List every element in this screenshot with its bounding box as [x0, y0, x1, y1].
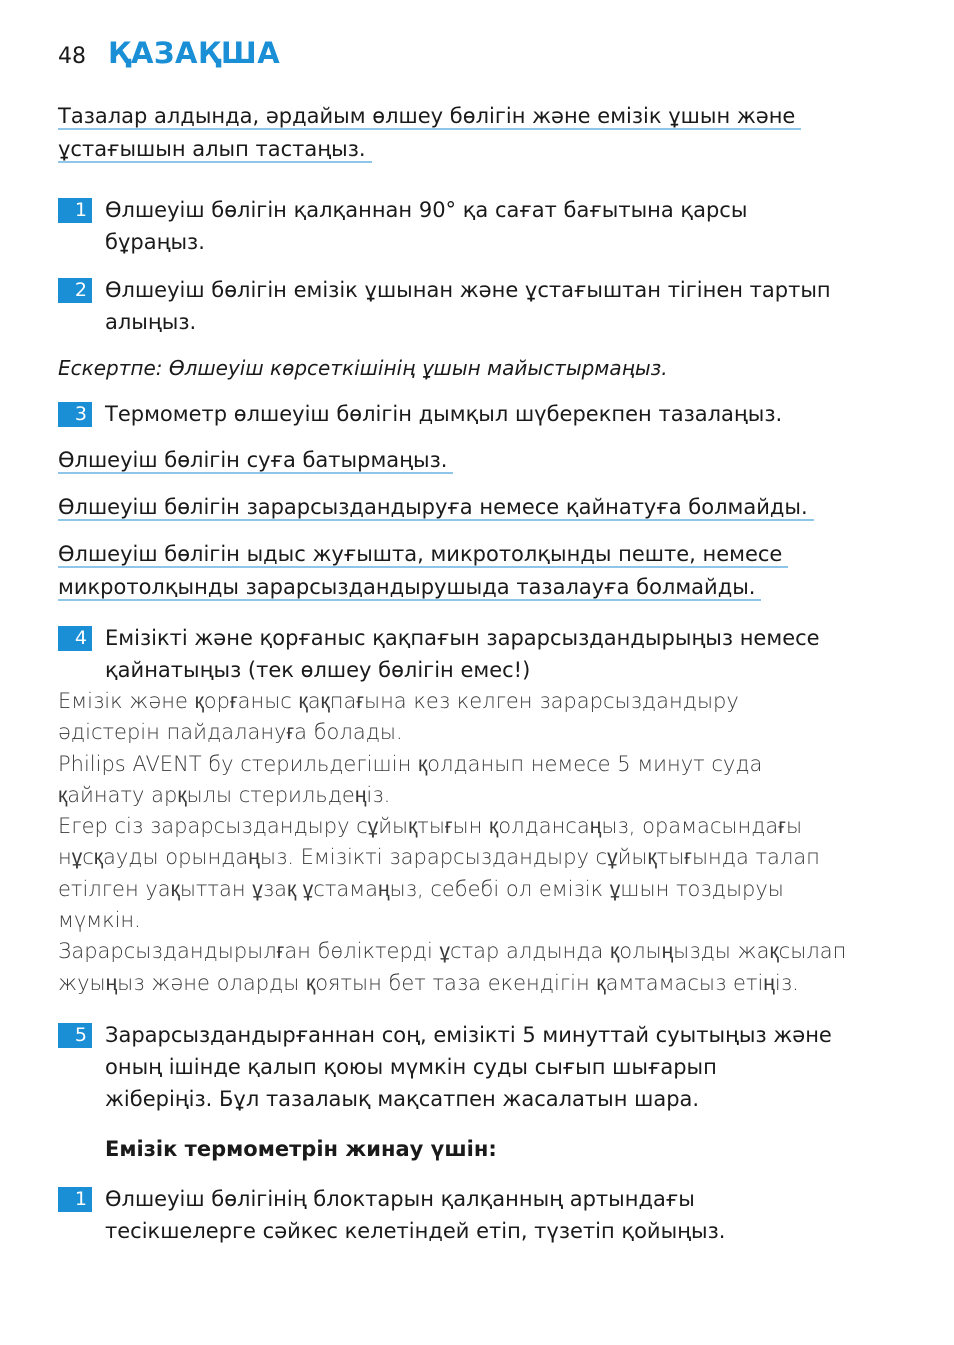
- step-4: [58, 622, 908, 686]
- step-3: [58, 398, 908, 430]
- body-line: Philips AVENT бу стерильдегішін қолданып немесе 5 минут суда: [58, 751, 763, 776]
- section-heading: Емізік термометрін жинау үшін:: [105, 1136, 497, 1161]
- step-text: оның ішінде қалып қоюы мүмкін суды сығып шығарып: [105, 1054, 717, 1079]
- step-number-badge: 3: [58, 402, 92, 427]
- step-text: жіберіңіз. Бұл тазалаық мақсатпен жасалатын шара.: [105, 1086, 700, 1111]
- step-text: Өлшеуіш бөлігінің блоктарын қалқанның артындағы: [105, 1186, 695, 1211]
- body-line: Зарарсыздандырылған бөліктерді ұстар алдында қолыңызды жақсылап: [58, 939, 847, 964]
- body-line: мүмкін.: [58, 908, 141, 933]
- step-text: Термометр өлшеуіш бөлігін дымқыл шүберекпен тазалаңыз.: [105, 402, 783, 426]
- body-line: Емізік және қорғаныс қақпағына кез келген зарарсыздандыру: [58, 689, 739, 713]
- step-2: [58, 274, 908, 338]
- warning-no-immersion: [58, 444, 908, 477]
- warning-remove-parts: [58, 100, 908, 166]
- step-number-badge: 4: [58, 626, 92, 651]
- step-number-badge: 5: [58, 1023, 92, 1048]
- step-text: Зарарсыздандырғаннан соң, емізікті 5 минуттай суытыңыз және: [105, 1022, 832, 1047]
- warning-line: микротолқынды зарарсыздандырушыда тазалауға болмайды.: [58, 575, 761, 601]
- step-text: Өлшеуіш бөлігін қалқаннан 90° қа сағат бағытына қарсы: [105, 198, 748, 222]
- page-header: [58, 36, 280, 70]
- assembly-step-1: [58, 1183, 908, 1247]
- step-text: Өлшеуіш бөлігін емізік ұшынан және ұстағыштан тігінен тартып: [105, 278, 831, 302]
- body-line: Егер сіз зарарсыздандыру сұйықтығын қолдансаңыз, орамасындағы: [58, 814, 803, 839]
- body-line: нұсқауды орындаңыз. Емізікті зарарсыздандыру сұйықтығында талап: [58, 845, 820, 870]
- warning-no-sterilize: [58, 491, 908, 524]
- body-line: етілген уақыттан ұзақ ұстамаңыз, себебі ол емізік ұшын тоздыруы: [58, 876, 784, 901]
- sterilization-instructions: [58, 686, 908, 999]
- language-title: ҚАЗАҚША: [108, 36, 281, 70]
- step-text: қайнатыңыз (тек өлшеу бөлігін емес!): [105, 658, 531, 682]
- step-text: алыңыз.: [105, 310, 197, 334]
- step-1: [58, 194, 908, 258]
- warning-line: Өлшеуіш бөлігін суға батырмаңыз.: [58, 448, 453, 474]
- body-line: әдістерін пайдалануға болады.: [58, 720, 403, 745]
- body-line: қайнату арқылы стерильдеңіз.: [58, 782, 391, 807]
- warning-line: Тазалар алдында, әрдайым өлшеу бөлігін және емізік ұшын және: [58, 104, 801, 130]
- page-number: 48: [58, 44, 86, 69]
- warning-line: ұстағышын алып тастаңыз.: [58, 137, 372, 163]
- step-5: [58, 1019, 908, 1115]
- warning-line: Өлшеуіш бөлігін ыдыс жуғышта, микротолқынды пеште, немесе: [58, 542, 788, 568]
- note: Ескертпе: Өлшеуіш көрсеткішінің ұшын майыстырмаңыз.: [58, 356, 668, 380]
- step-text: бұраңыз.: [105, 230, 205, 254]
- step-number-badge: 1: [58, 198, 92, 223]
- step-number-badge: 1: [58, 1187, 92, 1212]
- body-line: жуыңыз және оларды қоятын бет таза екендігін қамтамасыз етіңіз.: [58, 970, 799, 995]
- step-number-badge: 2: [58, 278, 92, 303]
- page-content: [58, 100, 908, 1261]
- step-text: тесікшелерге сәйкес келетіндей етіп, түзетіп қойыңыз.: [105, 1218, 726, 1243]
- step-text: Емізікті және қорғаныс қақпағын зарарсыздандырыңыз немесе: [105, 626, 820, 650]
- warning-line: Өлшеуіш бөлігін зарарсыздандыруға немесе қайнатуға болмайды.: [58, 495, 814, 521]
- warning-no-dishwasher: [58, 538, 908, 604]
